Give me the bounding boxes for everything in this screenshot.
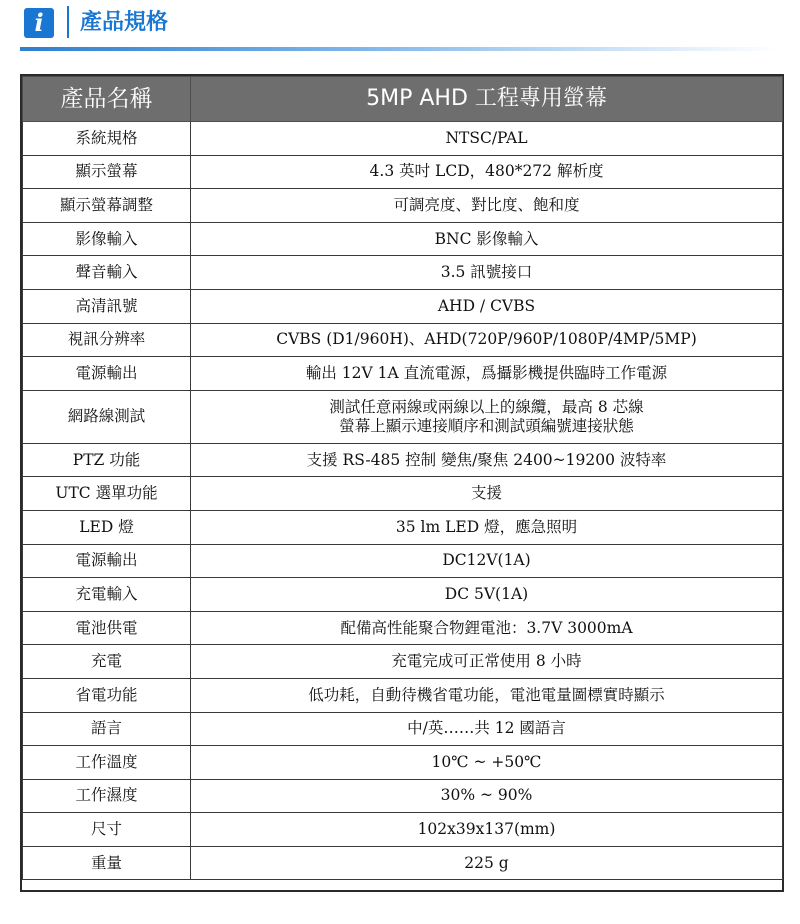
spec-value-line: 測試任意兩線或兩線以上的線纜，最高 8 芯線: [329, 397, 644, 416]
table-row: [23, 222, 783, 256]
table-row: [23, 155, 783, 189]
spec-label: 高清訊號: [23, 289, 191, 323]
spec-value: [191, 390, 783, 443]
table-row: [23, 443, 783, 477]
spec-value: 4.3 英吋 LCD，480*272 解析度: [191, 155, 783, 189]
spec-value: CVBS (D1/960H)、AHD(720P/960P/1080P/4MP/5MP): [191, 323, 783, 357]
spec-value: 10℃ ~ +50℃: [191, 746, 783, 780]
table-header-row: [23, 77, 783, 122]
spec-value: 低功耗，自動待機省電功能，電池電量圖標實時顯示: [191, 678, 783, 712]
table-row: [23, 510, 783, 544]
spec-value: AHD / CVBS: [191, 289, 783, 323]
table-row: [23, 390, 783, 443]
spec-value: 充電完成可正常使用 8 小時: [191, 645, 783, 679]
table-row: [23, 813, 783, 847]
section-header: [0, 0, 800, 58]
spec-label: 顯示螢幕調整: [23, 189, 191, 223]
table-row: [23, 357, 783, 391]
column-header-product: 5MP AHD 工程專用螢幕: [191, 77, 783, 122]
spec-value: 配備高性能聚合物鋰電池：3.7V 3000mA: [191, 611, 783, 645]
spec-value: 支援 RS-485 控制 變焦/聚焦 2400~19200 波特率: [191, 443, 783, 477]
spec-label: 電池供電: [23, 611, 191, 645]
spec-table-frame: [20, 74, 784, 892]
info-icon: i: [24, 8, 54, 38]
spec-label: 充電輸入: [23, 578, 191, 612]
spec-label: 工作溫度: [23, 746, 191, 780]
title-underline: [20, 47, 780, 51]
table-row: [23, 544, 783, 578]
table-row: [23, 746, 783, 780]
table-row: [23, 779, 783, 813]
spec-value: NTSC/PAL: [191, 122, 783, 156]
spec-label: 聲音輸入: [23, 256, 191, 290]
spec-value: DC12V(1A): [191, 544, 783, 578]
spec-value: 30% ~ 90%: [191, 779, 783, 813]
spec-label: 電源輸出: [23, 357, 191, 391]
spec-label: 影像輸入: [23, 222, 191, 256]
table-row: [23, 645, 783, 679]
spec-value: BNC 影像輸入: [191, 222, 783, 256]
spec-label: 電源輸出: [23, 544, 191, 578]
table-row: [23, 678, 783, 712]
spec-value: 支援: [191, 477, 783, 511]
table-row: [23, 611, 783, 645]
table-row: [23, 578, 783, 612]
spec-label: 重量: [23, 846, 191, 880]
column-header-name: 產品名稱: [23, 77, 191, 122]
spec-label: 語言: [23, 712, 191, 746]
spec-value: 可調亮度、對比度、飽和度: [191, 189, 783, 223]
table-row: [23, 256, 783, 290]
table-row: [23, 122, 783, 156]
spec-table-body: [23, 122, 783, 880]
spec-label: 顯示螢幕: [23, 155, 191, 189]
spec-label: 尺寸: [23, 813, 191, 847]
table-row: [23, 289, 783, 323]
table-row: [23, 712, 783, 746]
spec-value: 225 g: [191, 846, 783, 880]
spec-value: 3.5 訊號接口: [191, 256, 783, 290]
spec-value: 輸出 12V 1A 直流電源，爲攝影機提供臨時工作電源: [191, 357, 783, 391]
table-row: [23, 846, 783, 880]
spec-label: LED 燈: [23, 510, 191, 544]
spec-label: 充電: [23, 645, 191, 679]
spec-label: 網路線測試: [23, 390, 191, 443]
spec-value: 102x39x137(mm): [191, 813, 783, 847]
spec-value: 35 lm LED 燈，應急照明: [191, 510, 783, 544]
section-title: 產品規格: [80, 10, 169, 35]
spec-label: 省電功能: [23, 678, 191, 712]
table-row: [23, 323, 783, 357]
spec-value: DC 5V(1A): [191, 578, 783, 612]
spec-label: PTZ 功能: [23, 443, 191, 477]
spec-label: 工作濕度: [23, 779, 191, 813]
spec-label: 視訊分辨率: [23, 323, 191, 357]
spec-label: UTC 選單功能: [23, 477, 191, 511]
table-row: [23, 189, 783, 223]
spec-table: [22, 76, 783, 880]
spec-value-line: 螢幕上顯示連接順序和測試頭編號連接狀態: [339, 416, 634, 435]
table-row: [23, 477, 783, 511]
header-divider: [67, 6, 69, 38]
spec-label: 系統規格: [23, 122, 191, 156]
spec-value: 中/英……共 12 國語言: [191, 712, 783, 746]
